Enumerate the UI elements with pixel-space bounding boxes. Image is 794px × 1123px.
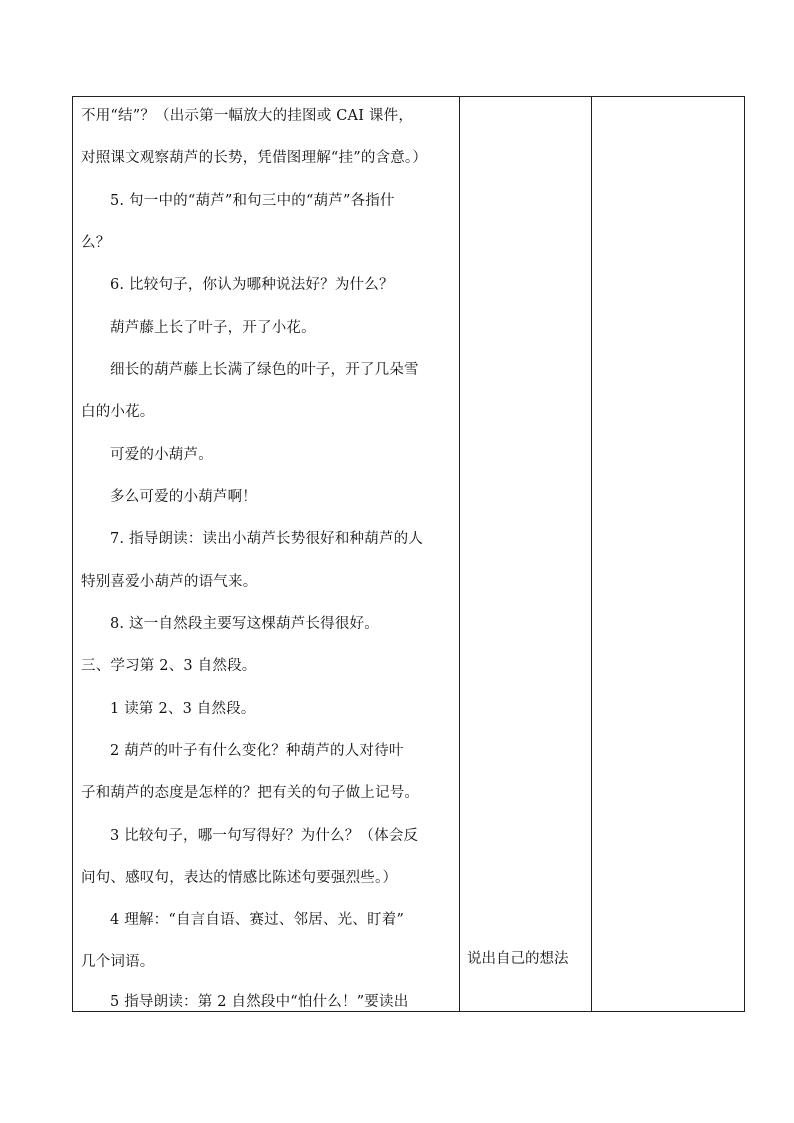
text-line: 6. 比较句子，你认为哪种说法好？为什么？	[110, 277, 394, 293]
text-line: 可爱的小葫芦。	[110, 447, 213, 463]
text-line: 不用“结”？（出示第一幅放大的挂图或 CAI 课件，	[81, 108, 414, 124]
text-line: 子和葫芦的态度是怎样的？把有关的句子做上记号。	[81, 785, 420, 801]
text-line: 多么可爱的小葫芦啊！	[110, 489, 257, 505]
text-line: 问句、感叹句，表达的情感比陈述句要强烈些。）	[81, 870, 398, 886]
text-line: 5 指导朗读：第 2 自然段中“怕什么！”要读出	[110, 994, 409, 1010]
student-activity-cell	[460, 97, 592, 1012]
text-line: 细长的葫芦藤上长满了绿色的叶子，开了几朵雪	[110, 362, 419, 378]
text-line: 1 读第 2、3 自然段。	[110, 701, 256, 717]
text-line: 几个词语。	[81, 954, 155, 970]
text-line: 4 理解：“自言自语、赛过、邻居、光、盯着”	[110, 912, 405, 928]
text-line: 对照课文观察葫芦的长势，凭借图理解“挂”的含意。）	[81, 150, 428, 166]
text-line: 7. 指导朗读：读出小葫芦长势很好和种葫芦的人	[110, 531, 424, 547]
text-line: 2 葫芦的叶子有什么变化？种葫芦的人对待叶	[110, 743, 404, 759]
text-line: 么？	[81, 235, 111, 251]
teaching-process-cell	[73, 97, 460, 1012]
text-line: 葫芦藤上长了叶子，开了小花。	[110, 320, 316, 336]
lesson-plan-table	[72, 96, 745, 1012]
section-heading: 三、学习第 2、3 自然段。	[81, 658, 257, 674]
student-activity-text: 说出自己的想法	[467, 951, 569, 967]
text-line: 白的小花。	[81, 404, 155, 420]
text-line: 5. 句一中的“葫芦”和句三中的“葫芦”各指什	[110, 193, 395, 209]
notes-cell	[592, 97, 745, 1012]
text-line: 特别喜爱小葫芦的语气来。	[81, 574, 258, 590]
text-line: 3 比较句子，哪一句写得好？为什么？（体会反	[110, 828, 419, 844]
text-line: 8. 这一自然段主要写这棵葫芦长得很好。	[110, 616, 379, 632]
